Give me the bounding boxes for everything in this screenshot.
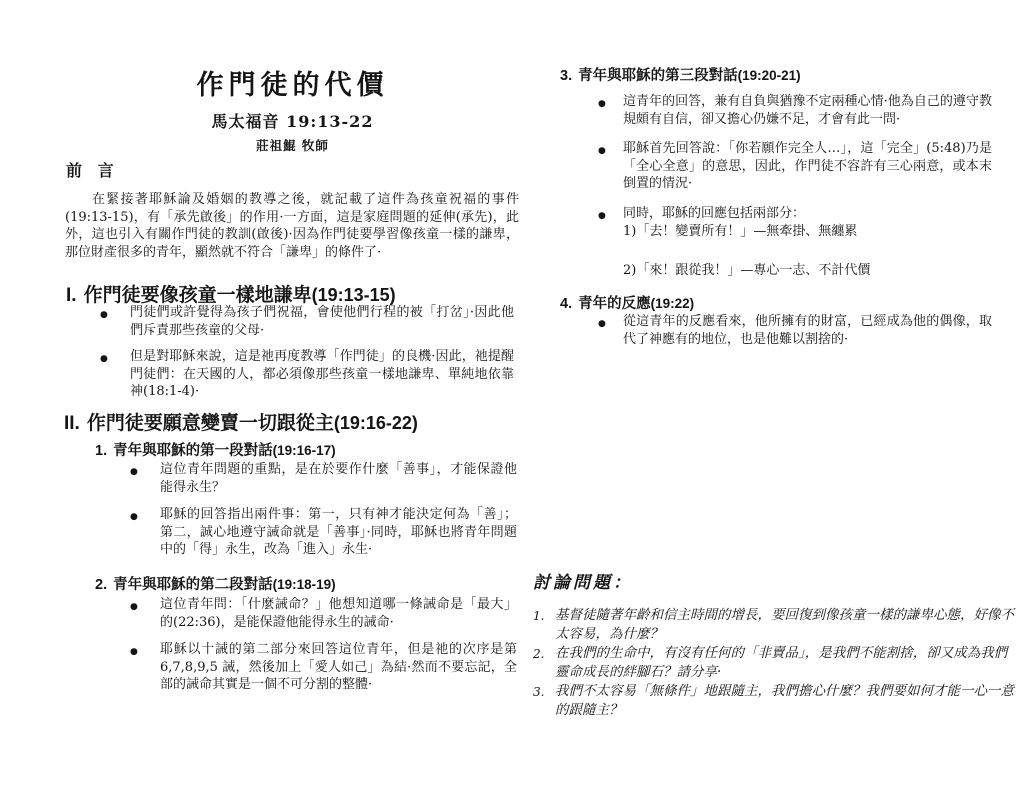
question-number: 3. bbox=[533, 685, 545, 699]
list-item bbox=[100, 348, 514, 401]
discussion-question bbox=[533, 644, 1015, 681]
list-item bbox=[598, 205, 992, 280]
subsection-1-number: 1. bbox=[95, 443, 108, 459]
subsection-4-scripture-ref: (19:22) bbox=[650, 296, 695, 311]
section-1-number: I. bbox=[66, 285, 77, 306]
document-title: 作門徒的代價 bbox=[196, 70, 389, 101]
bullet-text: 耶穌首先回答說：「你若願作完全人…」，這「完全」(5:48)乃是「全心全意」的意思，因此，作門徒不容許有三心兩意，或本末倒置的情況· bbox=[623, 141, 992, 191]
subsection-2-heading bbox=[95, 573, 336, 594]
response-part-2: 2)「來！跟從我！」—專心一志、不計代價 bbox=[623, 263, 871, 278]
subsection-3-title: 青年與耶穌的第三段對話 bbox=[578, 67, 738, 84]
subsection-4-heading bbox=[560, 292, 694, 313]
bullet-icon: ● bbox=[598, 211, 606, 221]
bullet-text: 門徒們或許覺得為孩子們祝福，會使他們行程的被「打岔」·因此他們斥責那些孩童的父母· bbox=[130, 305, 514, 338]
subsection-1-scripture-ref: (19:16-17) bbox=[272, 443, 336, 458]
bullet-icon: ● bbox=[598, 319, 606, 329]
subsection-2-title: 青年與耶穌的第二段對話 bbox=[113, 576, 273, 593]
document-header bbox=[65, 70, 520, 154]
subsection-4-number: 4. bbox=[560, 296, 573, 312]
preface-heading: 前 言 bbox=[66, 161, 119, 180]
list-item bbox=[130, 596, 517, 631]
subsection-2-scripture-ref: (19:18-19) bbox=[272, 577, 336, 592]
preface-paragraph: 在緊接著耶穌論及婚姻的教導之後，就記載了這件為孩童祝福的事件(19:13-15)，有「承先啟後」的作用·一方面，這是家庭問題的延伸(承先)，此外，這也引入有關作門徒的教訓(啟後)·因為作門徒要學習像孩童一樣的謙卑，那位財產很多的青年，顯然就不符合「謙卑」的條件了· bbox=[65, 192, 519, 260]
bullet-icon: ● bbox=[100, 354, 108, 364]
section-1-scripture-ref: (19:13-15) bbox=[311, 285, 396, 305]
discussion-question-list bbox=[533, 606, 1015, 719]
subsection-3-number: 3. bbox=[560, 68, 573, 84]
discussion-question bbox=[533, 682, 1015, 719]
bullet-text: 這位青年問：「什麼誡命？」他想知道哪一條誡命是「最大」的(22:36)，是能保證他能得永生的誡命· bbox=[160, 597, 517, 630]
subsection-3-scripture-ref: (19:20-21) bbox=[737, 68, 801, 83]
section-1-title: 作門徒要像孩童一樣地謙卑 bbox=[83, 284, 312, 306]
subsection-1-title: 青年與耶穌的第一段對話 bbox=[113, 442, 273, 459]
section-2-number: II. bbox=[64, 413, 80, 434]
subsection-1-heading bbox=[95, 439, 336, 460]
section-1-heading bbox=[66, 280, 396, 307]
bullet-text: 但是對耶穌來說，這是祂再度教導「作門徒」的良機·因此，祂提醒門徒們：在天國的人，都必須像那些孩童一樣地謙卑、單純地依靠神(18:1-4)· bbox=[130, 349, 514, 399]
section-2-title: 作門徒要願意變賣一切跟從主 bbox=[86, 412, 334, 434]
list-item bbox=[130, 461, 517, 496]
question-text: 基督徒隨著年齡和信主時間的增長，要回復到像孩童一樣的謙卑心態，好像不太容易，為什麼？ bbox=[555, 607, 1014, 642]
subsection-4-title: 青年的反應 bbox=[578, 295, 651, 312]
section-2-heading bbox=[64, 408, 418, 435]
subsection-3-heading bbox=[560, 64, 801, 85]
bullet-text: 耶穌的回答指出兩件事：第一，只有神才能決定何為「善」；第二，誠心地遵守誡命就是「善事」·同時，耶穌也將青年問題中的「得」永生，改為「進入」永生· bbox=[160, 507, 517, 557]
subsection-2-number: 2. bbox=[95, 577, 108, 593]
bullet-text bbox=[623, 205, 992, 280]
list-item bbox=[598, 140, 992, 193]
bullet-icon: ● bbox=[130, 602, 138, 612]
bullet-icon: ● bbox=[598, 99, 606, 109]
author-name: 莊祖鯤 牧師 bbox=[256, 138, 329, 154]
bullet-icon: ● bbox=[130, 647, 138, 657]
response-part-1: 1)「去！變賣所有！」—無牽掛、無纏累 bbox=[623, 223, 858, 239]
question-text: 我們不太容易「無條件」地跟隨主，我們擔心什麼？我們要如何才能一心一意的跟隨主？ bbox=[555, 683, 1014, 718]
bullet-text: 耶穌以十誡的第二部分來回答這位青年，但是祂的次序是第6,7,8,9,5 誡，然後加上「愛人如己」為結·然而不要忘記，全部的誡命其實是一個不可分割的整體· bbox=[160, 642, 517, 692]
list-item bbox=[598, 93, 992, 128]
bullet-icon: ● bbox=[100, 310, 108, 320]
section-2-scripture-ref: (19:16-22) bbox=[333, 413, 418, 433]
question-number: 1. bbox=[533, 609, 545, 623]
bullet-icon: ● bbox=[598, 146, 606, 156]
bullet-text: 這位青年問題的重點，是在於要作什麼「善事」，才能保證他能得永生？ bbox=[160, 462, 517, 495]
scripture-reference: 馬太福音 19:13-22 bbox=[211, 112, 374, 132]
bullet-icon: ● bbox=[130, 467, 138, 477]
question-text: 在我們的生命中，有沒有任何的「非賣品」，是我們不能割捨，卻又成為我們靈命成長的絆腳石？請分享· bbox=[555, 645, 1008, 680]
bullet-text: 從這青年的反應看來，他所擁有的財富，已經成為他的偶像，取代了神應有的地位，也是他難以割捨的· bbox=[623, 314, 992, 347]
list-item bbox=[598, 313, 992, 348]
list-item bbox=[100, 304, 514, 339]
bullet-text: 這青年的回答，兼有自負與猶豫不定兩種心情·他為自己的遵守教規頗有自信，卻又擔心仍嫌不足，才會有此一問· bbox=[623, 94, 992, 127]
discussion-question bbox=[533, 606, 1015, 643]
list-item bbox=[130, 641, 517, 694]
discussion-section bbox=[533, 568, 1015, 719]
list-item bbox=[130, 506, 517, 559]
bullet-icon: ● bbox=[130, 512, 138, 522]
question-number: 2. bbox=[533, 647, 545, 661]
discussion-heading: 討論問題： bbox=[533, 573, 633, 593]
bullet-intro: 同時，耶穌的回應包括兩部分： bbox=[623, 206, 806, 221]
